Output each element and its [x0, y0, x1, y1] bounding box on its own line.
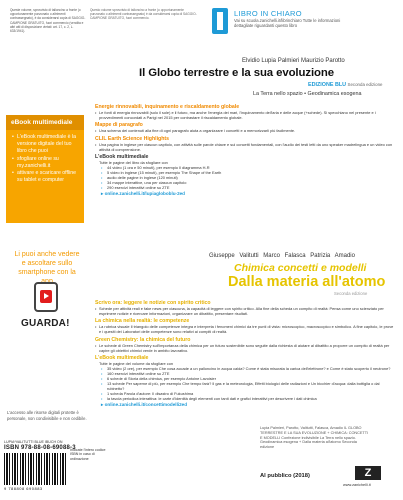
- ebook-item: • 6 schede di Storia della chimica, per esempio Antoine Lavoisier: [95, 376, 395, 381]
- ebook-item: • audio delle pagine in inglese (120 minuti): [95, 175, 395, 180]
- book1-authors: Elvidio Lupia Palmieri Maurizio Parotto: [242, 58, 345, 64]
- ebook-item: • 34 mappe interattive, una per ciascun capitolo: [95, 180, 395, 185]
- price-label: Al pubblico (2018): [260, 473, 310, 479]
- publisher-url[interactable]: www.zanichelli.it: [343, 483, 371, 487]
- ebook-intro: Tutte le pagine del volume da sfogliare con: [99, 361, 174, 366]
- section-heading: Mappe di paragrafo: [95, 122, 143, 128]
- ebook-item: • la tavola periodica interattiva: le carte d'identità degli elementi con tanti dati e grafici interattivi per descrivere i dati chimica: [95, 396, 395, 401]
- section-text: • Schede per attività reali e fake news per ciascuna, la capacità di leggere con spirito critico. Alla fine della scheda un compito di realtà: Pensa come uno scienziato per esprimere notizie e ricercare informazioni, organizzare un dibattito, presentare risultati.: [95, 306, 395, 316]
- ebook-promo-list: [6, 130, 84, 188]
- smartphone-icon: [34, 282, 58, 312]
- ebook-item: • 290 esercizi interattivi online su ZTE: [95, 185, 395, 190]
- package-description: Lupia Palmieri, Parotto, Valitutti, Falasca, Amadio IL GLOBO TERRESTRE E LA SUA EVOLUZIONE + CHIMICA: CONCETTI E MODELLI Confezione indivisibile La Terra nello spazio. Geodinamica esogena + Dalla materia all'atomo Seconda edizione: [260, 426, 369, 450]
- section-text: • Una schema dei contenuti alla fine di ogni paragrafo aiuta a organizzare i concetti e a memorizzarli più facilmente.: [95, 128, 395, 133]
- ebook-item: • 5 video in inglese (15 minuti), per esempio The Shape of the Earth: [95, 170, 395, 175]
- section-heading: Scrivo ora: leggere le notizie con spirito critico: [95, 299, 211, 306]
- ebook-item: • 160 esercizi interattivi online su ZTE: [95, 371, 395, 376]
- book2-authors: Giuseppe Valitutti Marco Falasca Patrizia Amadio: [209, 253, 355, 259]
- section-heading: Green Chemistry: la chimica del futuro: [95, 336, 191, 343]
- digital-access-notice: L'accesso alle risorse digitali protette è personale, non condivisibile e non cedibile.: [7, 410, 87, 421]
- book2-edition: Seconda edizione: [334, 291, 368, 296]
- left-column: [0, 0, 93, 500]
- barcode-image: [4, 453, 66, 485]
- ebook-item: • 13 schede Per saperne di più, per esempio Che tempo farà? Il gas e la meteorologia, Effetti biologici delle radiazioni e Un bicchier d'acqua: dalla bottiglia o dal rubinetto?: [95, 381, 395, 391]
- ebook-promo-title: eBook multimediale: [6, 115, 84, 130]
- ebook-promo-item: • sfogliare online su my.zanichelli.it: [12, 156, 78, 170]
- libro-in-chiaro-title: LIBRO IN CHIARO: [234, 9, 302, 18]
- ebook-promo-box: [6, 115, 84, 223]
- book2-title: Dalla materia all'atomo: [228, 274, 386, 290]
- section-text: • Una pagina in inglese per ciascun capitolo, con attività sulle parole chiave e sui concetti fondamentali, con l'audio dei testi letti da uno speaker madrelingua e un video con attività di comprensione.: [95, 142, 395, 152]
- book1-subtitle: La Terra nello spazio • Geodinamica esogena: [253, 91, 362, 97]
- book1-online-link[interactable]: ▸ online.zanichelli.it/lupiagloboblu-2ed: [95, 191, 395, 197]
- smartphone-promo-text: Li puoi anche vedere e ascoltare sullo smartphone con la: [14, 251, 80, 276]
- libro-in-chiaro-subtitle: Vai su scuola.zanichelli.it/librinchiaro Tutte le informazioni dettagliate riguardanti questo libro: [234, 18, 341, 28]
- play-icon: [40, 290, 52, 303]
- book1-edition: EDIZIONE BLU Seconda edizione: [308, 82, 383, 88]
- section-text: • Le schede di Green Chemistry sull'importanza della chimica per un futuro sostenibile sono seguite dalla richiesta di aiutare al dibattito a proporre un compito di realtà per capire gli obiettivi chimici verde in ambito lavorativo.: [95, 343, 395, 353]
- section-heading: Energie rinnovabili, inquinamento e riscaldamento globale: [95, 103, 240, 110]
- ebook-intro: Tutte le pagine del libro da sfogliare con: [99, 160, 168, 165]
- zanichelli-logo: Z: [355, 466, 381, 480]
- book2-content: [95, 297, 395, 408]
- isbn-note: Indicate l'intero codice ISBN in caso di ordinazione: [70, 448, 106, 461]
- ebook-heading: L'eBook multimediale: [95, 355, 149, 361]
- ebook-item: • 35 video (2 ore), per esempio Che cosa accade a un palloncino in acqua calda? Come è stata misurata la carica dell'elettrone? e Come è stato scoperto il neutrone?: [95, 366, 395, 371]
- book1-title: Il Globo terrestre e la sua evoluzione: [139, 67, 334, 79]
- barcode-digits: 9 788808 690883: [4, 486, 43, 491]
- ebook-promo-item: • L'eBook multimediale è la versione digitale del tuo libro che puoi: [12, 134, 78, 156]
- ebook-heading: L'eBook multimediale: [95, 154, 149, 160]
- book2-series-title: Chimica concetti e modelli: [234, 262, 367, 274]
- product-code: LUPIA*VALITUTTI BLUE IBUCH ON: [4, 440, 63, 444]
- section-text: • La rubrica visuale Il triangolo delle competenze integra e interpreta i fenomeni chimici da tre punti di vista: microscopico, macroscopico e simbolico. A fine capitolo, le prove e i quesiti dei Laboratori delle competenze sono relativi ai compiti di realtà.: [95, 324, 395, 334]
- ebook-promo-item: • attivare e scaricare offline su tablet e computer: [12, 170, 78, 184]
- section-heading: CLIL Earth Science Highlights: [95, 135, 169, 142]
- guarda-app-label: GUARDA!: [21, 318, 70, 329]
- section-text: • Le fonti di energia rinnovabili (solo il sole) e il futuro, ma anche l'energia dei mari, l'inquinamento dell'aria e delle acque (+schede). Si specchiano nel presente e i provvedimenti concordati a Parigi nel 2015 per contrastare il riscaldamento globale.: [95, 110, 395, 120]
- isbn-number: ISBN 978-88-08-69088-3: [4, 445, 76, 451]
- header-note: Questo volume sprovvisto di talloncino a fronte (o opportunamente punzonato o altrimenti contrassegnato) è da considerarsi copia di SAGGIO-CAMPIONE GRATUITO, fuori commercio.: [90, 8, 197, 21]
- book1-content: [95, 101, 395, 197]
- ebook-item: • 1 scheda Parola d'autore: Il disastro di Fukushima: [95, 391, 395, 396]
- sample-notice: Queste volume, sprovvisto di talloncino a fronte (o opportunamente punzonato o altrimenti contrassegnato), è da considerarsi copia di SAGGIO-CAMPIONE GRATUITO, fuori commercio (vendita e altri atti di disposizione vietati: art. 17, c. 2, L. 633/1941).: [10, 8, 86, 34]
- section-heading: La chimica nella realtà: le competenze: [95, 318, 190, 324]
- book2-online-link[interactable]: ▸ online.zanichelli.it/concettimodelli2ed: [95, 402, 395, 408]
- ebook-item: • 44 video (1 ora e 50 minuti), per esempio Il diagramma H-R: [95, 165, 395, 170]
- libro-in-chiaro-icon: [212, 8, 228, 34]
- barcode-area: [4, 440, 104, 496]
